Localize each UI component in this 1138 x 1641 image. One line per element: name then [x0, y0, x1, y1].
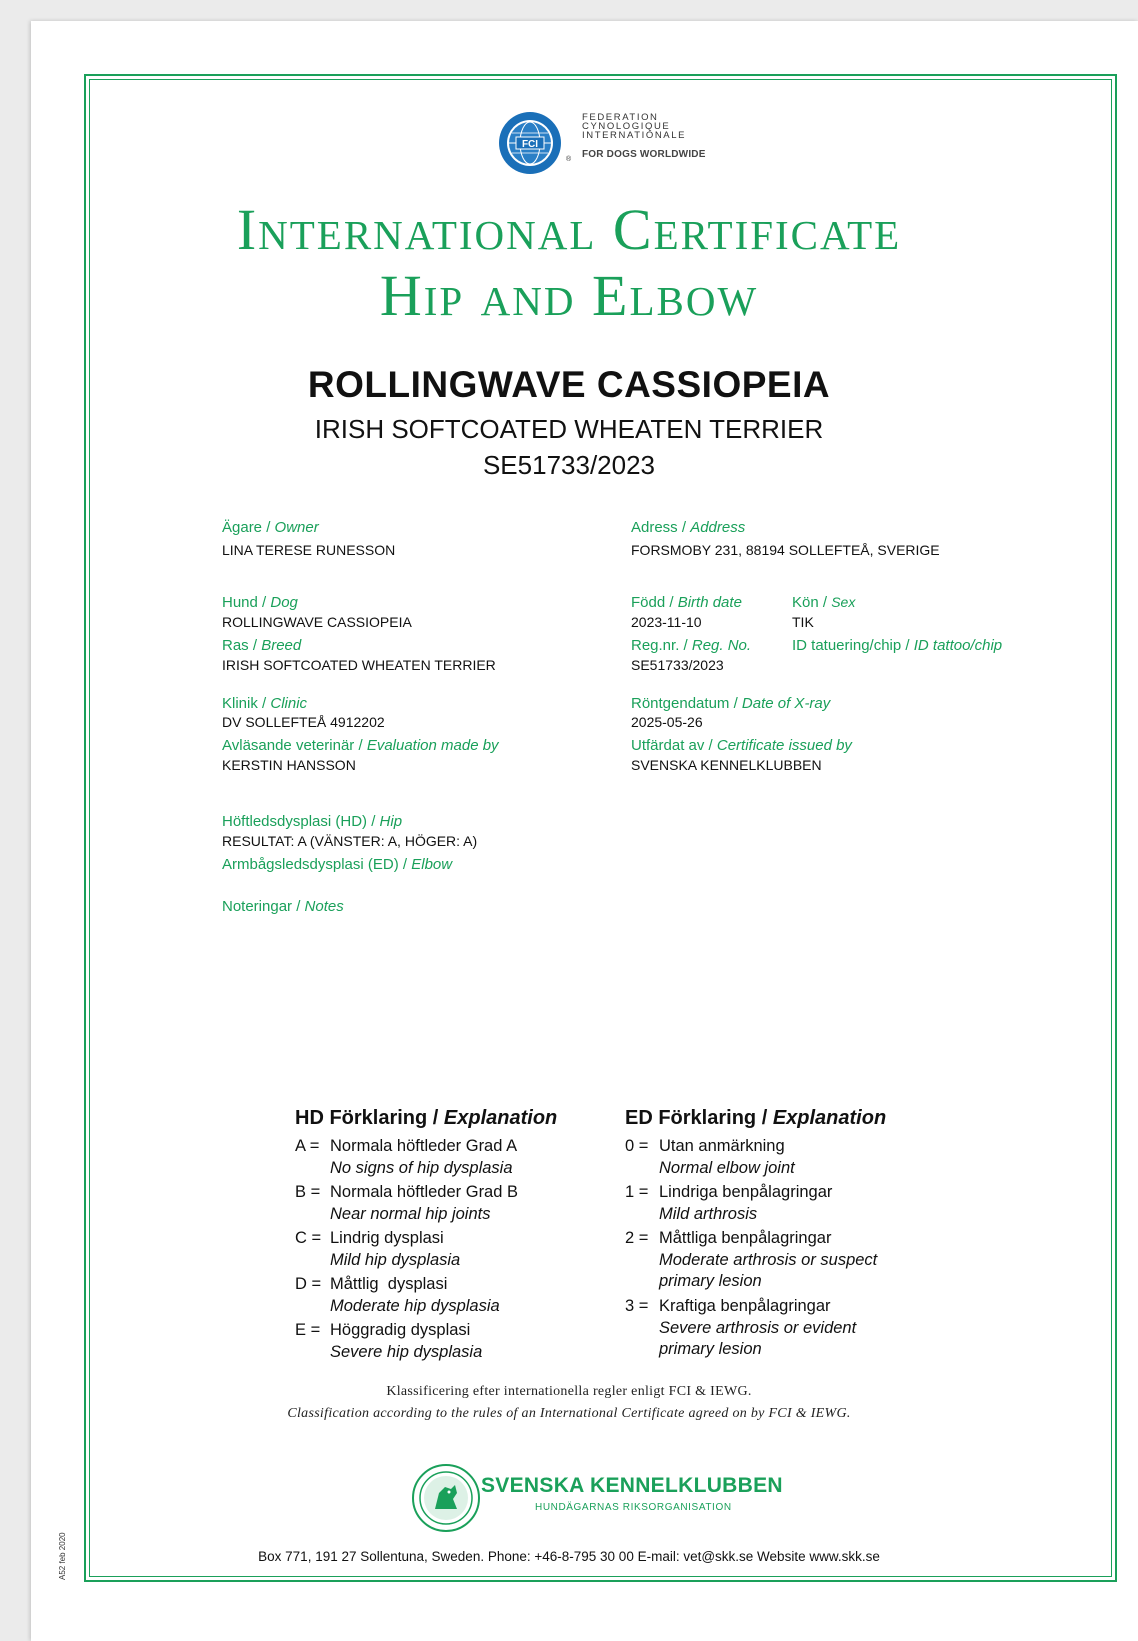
birth-date-label: Född / Birth date — [631, 594, 742, 611]
svg-text:®: ® — [566, 156, 572, 163]
ed-legend-en-cont: primary lesion — [659, 1340, 762, 1358]
hd-legend-key: C = — [295, 1229, 322, 1247]
ed-legend-en: Mild arthrosis — [659, 1205, 758, 1223]
dog-regno-heading: SE51733/2023 — [482, 450, 656, 480]
vet-label: Avläsande veterinär / Evaluation made by — [222, 737, 499, 754]
vet-value: KERSTIN HANSSON — [222, 757, 356, 773]
fci-line1: FEDERATION — [582, 112, 659, 123]
ed-legend-key: 3 = — [625, 1297, 649, 1315]
fci-globe-icon — [497, 110, 577, 176]
issued-by-label: Utfärdat av / Certificate issued by — [631, 737, 852, 754]
hd-legend-en: No signs of hip dysplasia — [330, 1159, 513, 1177]
fci-line2: CYNOLOGIQUE — [582, 121, 671, 132]
hip-result-value: RESULTAT: A (VÄNSTER: A, HÖGER: A) — [222, 833, 478, 849]
sex-value: TIK — [792, 614, 814, 630]
ed-legend-sv: Kraftiga benpålagringar — [659, 1297, 831, 1315]
hd-legend-key: B = — [295, 1183, 321, 1201]
regno-label: Reg.nr. / Reg. No. — [631, 637, 752, 654]
xray-date-label: Röntgendatum / Date of X-ray — [631, 695, 831, 712]
dog-name-heading: ROLLINGWAVE CASSIOPEIA — [307, 364, 831, 405]
ed-legend-en-cont: primary lesion — [659, 1272, 762, 1290]
xray-date-value: 2025-05-26 — [631, 714, 703, 730]
certificate-title-line2: Hip and Elbow — [379, 263, 759, 328]
ed-legend-en: Moderate arthrosis or suspect — [659, 1251, 878, 1269]
dog-value: ROLLINGWAVE CASSIOPEIA — [222, 614, 412, 630]
fci-line3: INTERNATIONALE — [582, 130, 687, 141]
skk-subtitle: HUNDÄGARNAS RIKSORGANISATION — [535, 1502, 732, 1513]
hd-legend-en: Severe hip dysplasia — [330, 1343, 483, 1361]
hd-legend-heading: HD Förklaring / Explanation — [295, 1107, 558, 1129]
classification-en: Classification according to the rules of an International Certificate agreed on by FCI & IEWG. — [287, 1406, 851, 1421]
ed-legend-heading: ED Förklaring / Explanation — [625, 1107, 887, 1129]
skk-name: SVENSKA KENNELKLUBBEN — [481, 1474, 783, 1497]
hd-legend-key: D = — [295, 1275, 322, 1293]
ed-legend-en: Normal elbow joint — [659, 1159, 795, 1177]
breed-value: IRISH SOFTCOATED WHEATEN TERRIER — [222, 657, 496, 673]
breed-label: Ras / Breed — [222, 637, 302, 654]
ed-legend-key: 2 = — [625, 1229, 649, 1247]
birth-date-value: 2023-11-10 — [631, 614, 702, 630]
elbow-label: Armbågsledsdysplasi (ED) / Elbow — [222, 856, 453, 873]
ed-legend-sv: Måttliga benpålagringar — [659, 1229, 832, 1247]
fci-tagline: FOR DOGS WORLDWIDE — [582, 149, 706, 160]
ed-legend-key: 1 = — [625, 1183, 649, 1201]
clinic-value: DV SOLLEFTEÅ 4912202 — [222, 714, 385, 730]
certificate-title-line1: International Certificate — [236, 197, 902, 262]
owner-value: LINA TERESE RUNESSON — [222, 542, 396, 558]
ed-legend-sv: Lindriga benpålagringar — [659, 1183, 833, 1201]
hd-legend-en: Mild hip dysplasia — [330, 1251, 461, 1269]
hd-legend-key: E = — [295, 1321, 321, 1339]
fci-logo — [497, 110, 717, 176]
address-label: Adress / Address — [631, 519, 746, 536]
form-code: A52 feb 2020 — [58, 1532, 67, 1580]
hd-legend-sv: Höggradig dysplasi — [330, 1321, 471, 1339]
hd-legend-sv: Normala höftleder Grad B — [330, 1183, 519, 1201]
hd-legend-en: Near normal hip joints — [330, 1205, 491, 1223]
fci-wordmark — [582, 113, 706, 160]
clinic-label: Klinik / Clinic — [222, 695, 308, 712]
owner-label: Ägare / Owner — [222, 519, 319, 536]
hd-legend-sv: Normala höftleder Grad A — [330, 1137, 518, 1155]
ed-legend-en: Severe arthrosis or evident — [659, 1319, 857, 1337]
svg-text:FCI: FCI — [521, 139, 539, 150]
skk-emblem-icon — [411, 1463, 481, 1533]
issued-by-value: SVENSKA KENNELKLUBBEN — [631, 757, 822, 773]
classification-sv: Klassificering efter internationella regler enligt FCI & IEWG. — [386, 1384, 752, 1399]
hip-label: Höftledsdysplasi (HD) / Hip — [222, 813, 403, 830]
regno-value: SE51733/2023 — [631, 657, 724, 673]
ed-legend-key: 0 = — [625, 1137, 649, 1155]
address-value: FORSMOBY 231, 88194 SOLLEFTEÅ, SVERIGE — [631, 542, 940, 558]
dog-breed-heading: IRISH SOFTCOATED WHEATEN TERRIER — [314, 414, 824, 444]
hd-legend-en: Moderate hip dysplasia — [330, 1297, 500, 1315]
hd-legend-sv: Lindrig dysplasi — [330, 1229, 444, 1247]
hd-legend-key: A = — [295, 1137, 320, 1155]
dog-label: Hund / Dog — [222, 594, 298, 611]
footer-contact: Box 771, 191 27 Sollentuna, Sweden. Phone: +46-8-795 30 00 E-mail: vet@skk.se Website www.skk.se — [258, 1549, 880, 1564]
chip-label: ID tatuering/chip / ID tattoo/chip — [792, 637, 1003, 654]
sex-label: Kön / Sex — [792, 594, 856, 611]
ed-legend-sv: Utan anmärkning — [659, 1137, 785, 1155]
notes-label: Noteringar / Notes — [222, 898, 344, 915]
hd-legend-sv: Måttlig dysplasi — [330, 1275, 448, 1293]
